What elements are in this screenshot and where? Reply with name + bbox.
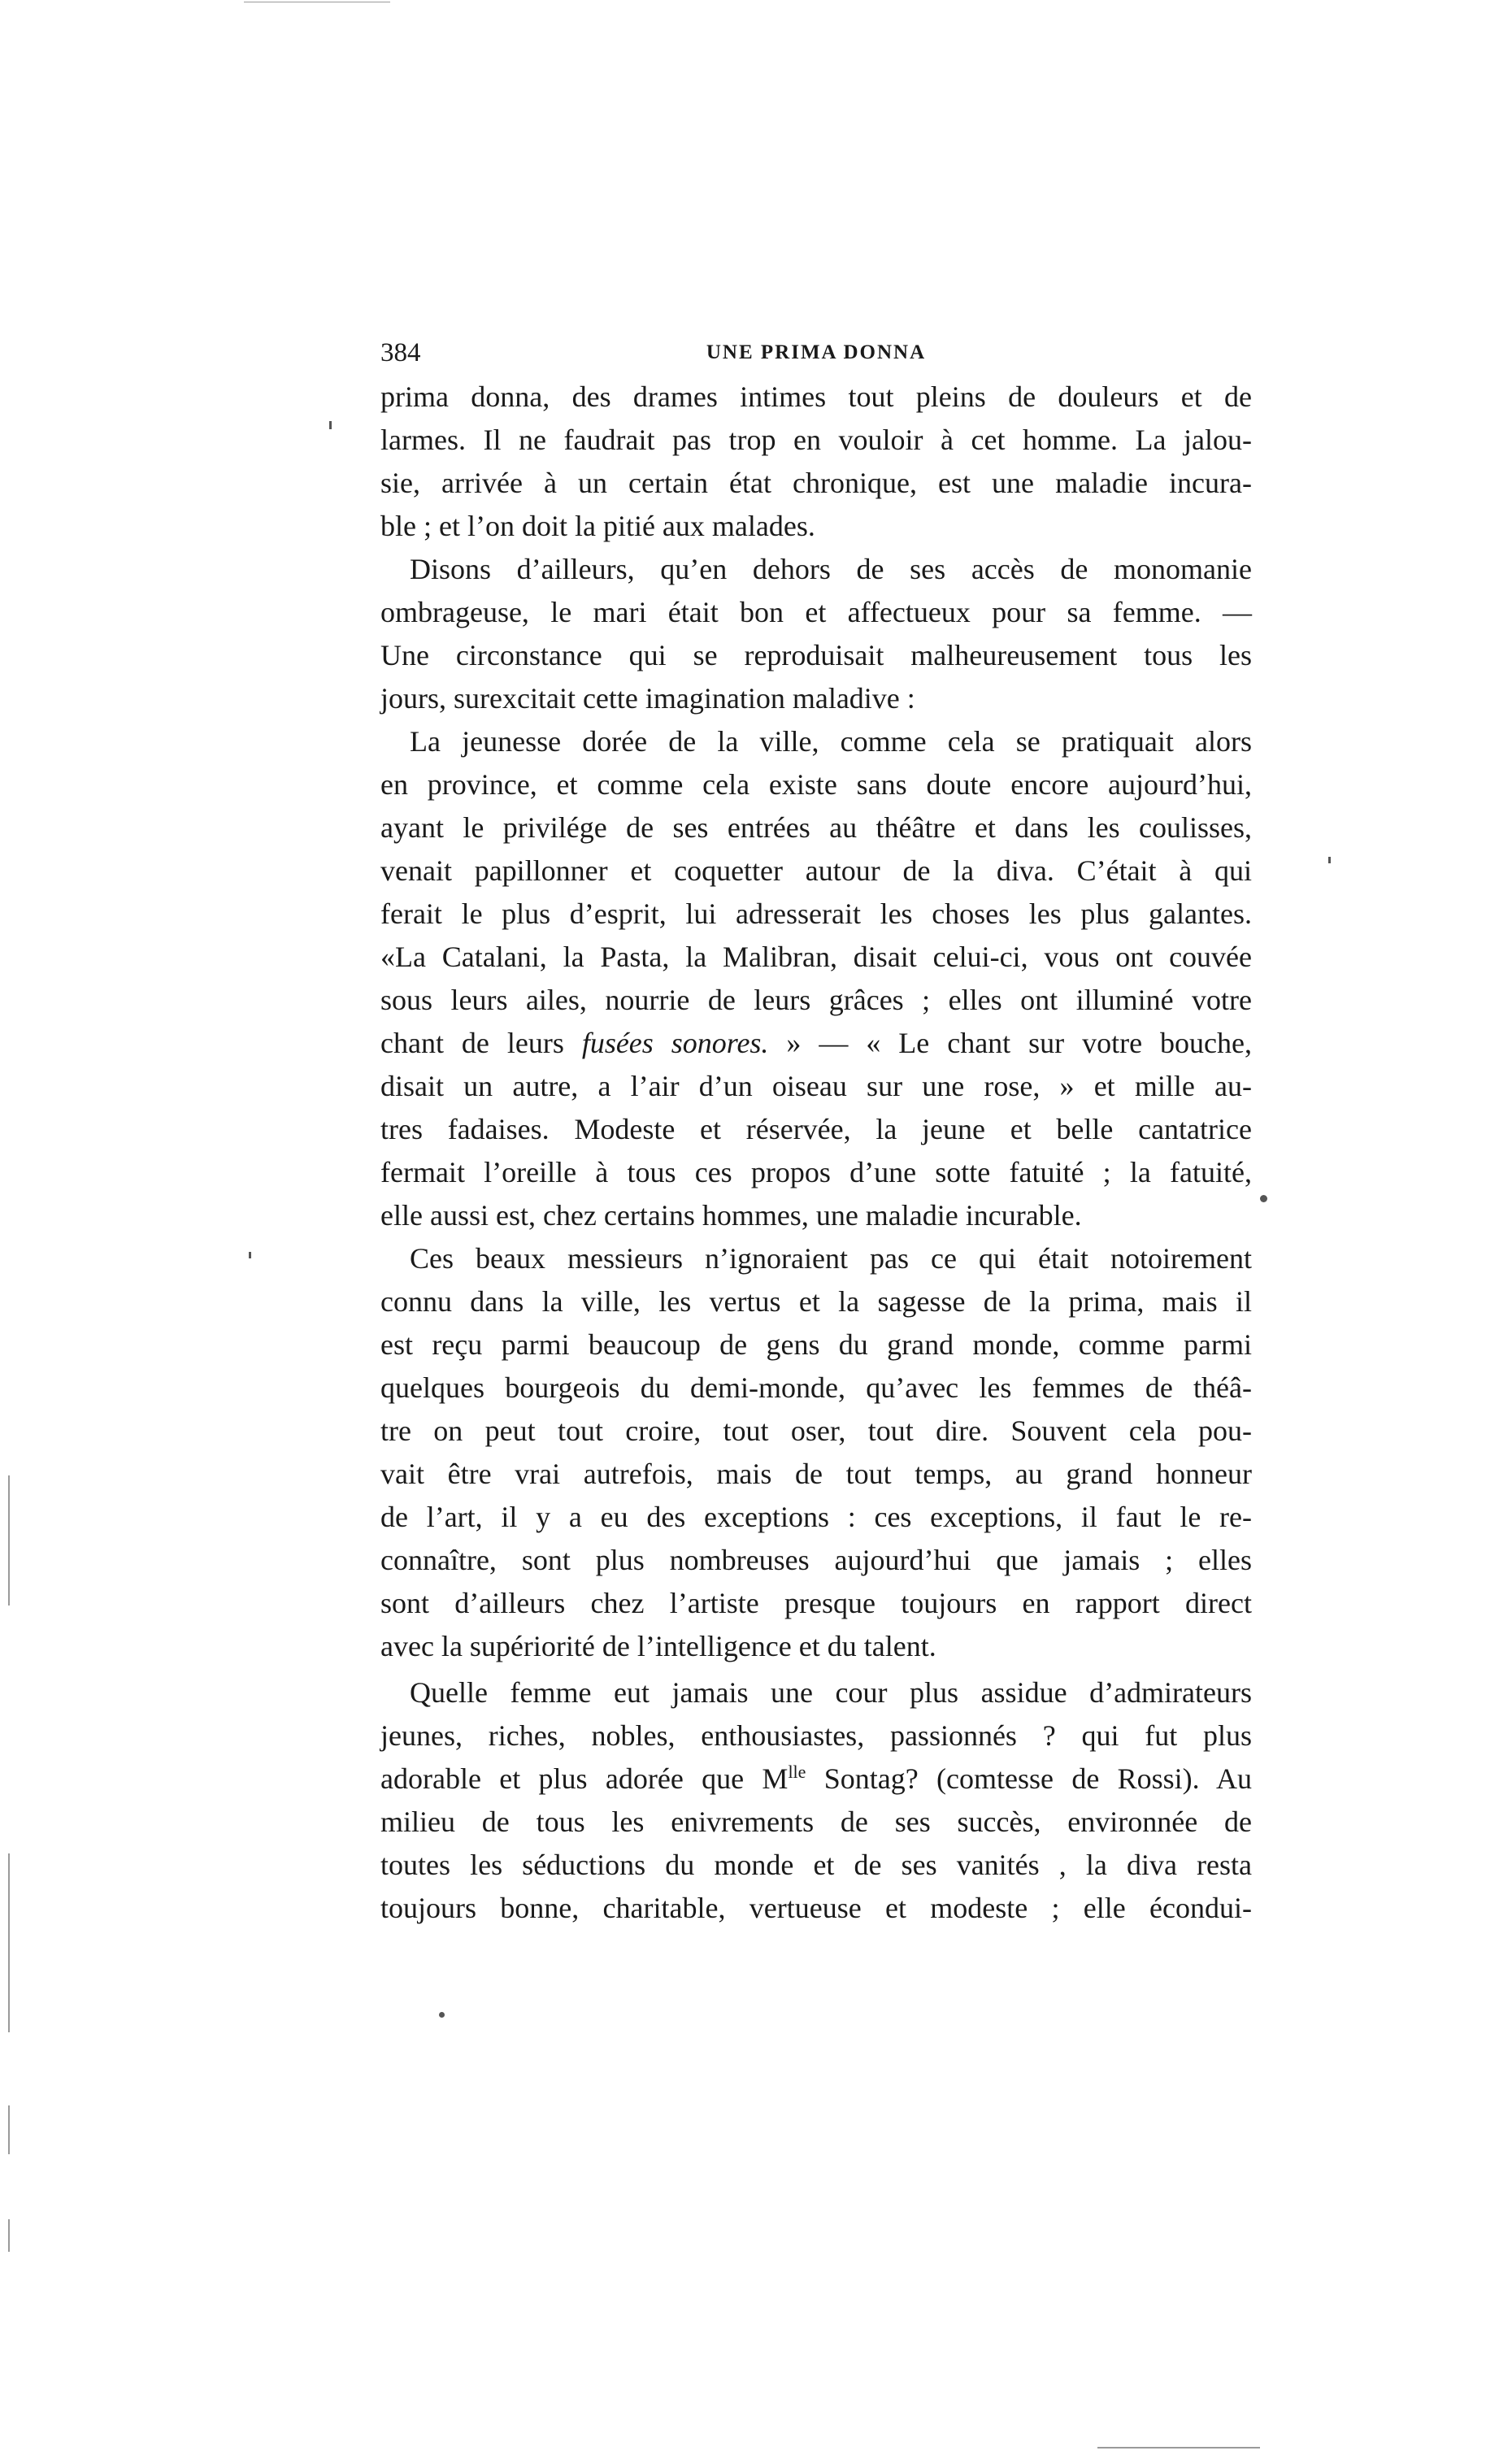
text-line-29: sont d’ailleurs chez l’artiste presque toujours en rapport direct bbox=[380, 1587, 1252, 1619]
text-line-24: quelques bourgeois du demi-monde, qu’avec les femmes de théâ- bbox=[380, 1371, 1252, 1404]
scan-speck bbox=[439, 2012, 445, 2018]
text-line-35: toutes les séductions du monde et de ses vanités , la diva resta bbox=[380, 1849, 1252, 1881]
text-line-16-start: chant de leurs bbox=[380, 1027, 564, 1059]
scan-speck bbox=[1328, 857, 1331, 863]
text-line-16-end: » — « Le chant sur votre bouche, bbox=[786, 1027, 1253, 1059]
binding-edge-mark bbox=[8, 1475, 10, 1606]
text-line-17: disait un autre, a l’air d’un oiseau sur une rose, » et mille au- bbox=[380, 1070, 1252, 1102]
binding-edge-mark bbox=[8, 2105, 10, 2154]
text-line-12: venait papillonner et coquetter autour de la diva. C’était à qui bbox=[380, 854, 1252, 887]
page-number: 384 bbox=[380, 338, 421, 367]
text-line-7: Une circonstance qui se reproduisait malheureusement tous les bbox=[380, 639, 1252, 671]
text-line-8: jours, surexcitait cette imagination maladive : bbox=[380, 682, 915, 715]
text-line-20: elle aussi est, chez certains hommes, une maladie incurable. bbox=[380, 1199, 1082, 1232]
text-line-33-start: adorable et plus adorée que M bbox=[380, 1762, 789, 1795]
text-line-16 bbox=[380, 1022, 1252, 1065]
scan-speck bbox=[329, 421, 332, 429]
scan-speck bbox=[1260, 1195, 1267, 1202]
text-line-32: jeunes, riches, nobles, enthousiastes, passionnés ? qui fut plus bbox=[380, 1719, 1252, 1752]
text-line-6: ombrageuse, le mari était bon et affectueux pour sa femme. — bbox=[380, 596, 1252, 628]
italic-phrase: fusées sonores. bbox=[581, 1027, 769, 1059]
text-line-1: prima donna, des drames intimes tout pleins de douleurs et de bbox=[380, 380, 1252, 413]
scan-speck bbox=[249, 1252, 251, 1258]
binding-edge-mark bbox=[8, 1853, 10, 2032]
text-line-31: Quelle femme eut jamais une cour plus assidue d’admirateurs bbox=[410, 1676, 1252, 1709]
text-line-22: connu dans la ville, les vertus et la sagesse de la prima, mais il bbox=[380, 1285, 1252, 1318]
text-line-10: en province, et comme cela existe sans doute encore aujourd’hui, bbox=[380, 768, 1252, 801]
text-line-4: ble ; et l’on doit la pitié aux malades. bbox=[380, 510, 815, 542]
page-header bbox=[380, 333, 1252, 372]
text-line-33 bbox=[380, 1758, 1252, 1801]
text-line-30: avec la supériorité de l’intelligence et du talent. bbox=[380, 1630, 936, 1662]
text-line-21: Ces beaux messieurs n’ignoraient pas ce qui était notoirement bbox=[410, 1242, 1252, 1275]
text-line-23: est reçu parmi beaucoup de gens du grand monde, comme parmi bbox=[380, 1328, 1252, 1361]
text-line-33-end: Sontag? (comtesse de Rossi). Au bbox=[806, 1762, 1252, 1795]
text-line-9: La jeunesse dorée de la ville, comme cela se pratiquait alors bbox=[410, 725, 1252, 758]
text-line-36: toujours bonne, charitable, vertueuse et modeste ; elle écondui- bbox=[380, 1892, 1252, 1924]
text-body bbox=[380, 376, 1252, 1930]
running-title: UNE PRIMA DONNA bbox=[706, 341, 927, 363]
text-line-28: connaître, sont plus nombreuses aujourd’hui que jamais ; elles bbox=[380, 1544, 1252, 1576]
binding-edge-mark bbox=[8, 2219, 10, 2252]
text-line-19: fermait l’oreille à tous ces propos d’une sotte fatuité ; la fatuité, bbox=[380, 1156, 1252, 1188]
text-line-14: «La Catalani, la Pasta, la Malibran, disait celui-ci, vous ont couvée bbox=[380, 941, 1252, 973]
superscript-lle: lle bbox=[788, 1762, 806, 1782]
text-line-26: vait être vrai autrefois, mais de tout temps, au grand honneur bbox=[380, 1458, 1252, 1490]
text-line-25: tre on peut tout croire, tout oser, tout dire. Souvent cela pou- bbox=[380, 1414, 1252, 1447]
text-line-15: sous leurs ailes, nourrie de leurs grâces ; elles ont illuminé votre bbox=[380, 984, 1252, 1016]
bottom-edge-mark bbox=[1097, 2447, 1260, 2448]
text-line-3: sie, arrivée à un certain état chronique, est une maladie incura- bbox=[380, 467, 1252, 499]
text-line-13: ferait le plus d’esprit, lui adresserait les choses les plus galantes. bbox=[380, 897, 1252, 930]
text-line-2: larmes. Il ne faudrait pas trop en vouloir à cet homme. La jalou- bbox=[380, 424, 1252, 456]
text-line-34: milieu de tous les enivrements de ses succès, environnée de bbox=[380, 1805, 1252, 1838]
text-line-18: tres fadaises. Modeste et réservée, la jeune et belle cantatrice bbox=[380, 1113, 1252, 1145]
text-line-27: de l’art, il y a eu des exceptions : ces exceptions, il faut le re- bbox=[380, 1501, 1252, 1533]
text-line-11: ayant le privilége de ses entrées au théâtre et dans les coulisses, bbox=[380, 811, 1252, 844]
text-line-5: Disons d’ailleurs, qu’en dehors de ses accès de monomanie bbox=[410, 553, 1252, 585]
